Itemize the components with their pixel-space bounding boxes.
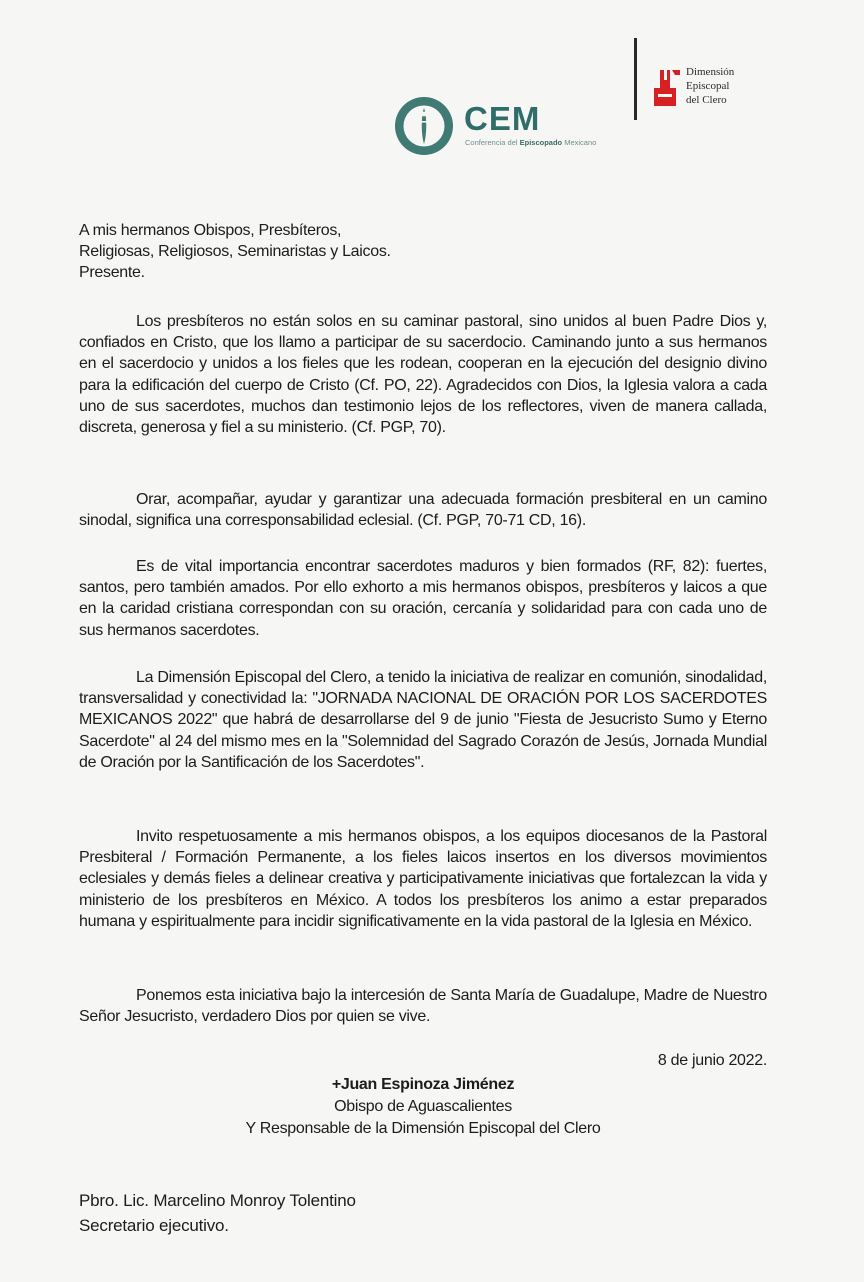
salutation-line: Presente. <box>79 264 145 282</box>
secretary-block <box>79 1188 356 1238</box>
secretary-title: Secretario ejecutivo. <box>79 1216 229 1235</box>
body-paragraph: Es de vital importancia encontrar sacerdotes maduros y bien formados (RF, 82): fuertes, santos, pero también amados. Por ello exhorto a mis hermanos obispos, presbíteros y laicos a que en la caridad cristiana correspondan con su oración, cercanía y solidaridad para con cada uno de sus hermanos sacerdotes. <box>79 558 767 639</box>
salutation-line: A mis hermanos Obispos, Presbíteros, <box>79 222 342 239</box>
signature-block <box>0 1074 846 1140</box>
dimension-logo-line: Dimensión <box>686 66 735 78</box>
body-paragraph: Los presbíteros no están solos en su caminar pastoral, sino unidos al buen Padre Dios y, confiados en Cristo, que los llamo a participar de su sacerdocio. Caminando junto a sus hermanos en el sacerdocio y unidos a los fieles que les rodean, cooperan en la ejecución del designio divino para la edificación del cuerpo de Cristo (Cf. PO, 22). Agradecidos con Dios, la Iglesia valora a cada uno de sus sacerdotes, muchos dan testimonio lejos de los reflectores, viven de manera callada, discreta, generosa y fiel a su ministerio. (Cf. PGP, 70). <box>79 313 767 437</box>
dimension-logo-text <box>686 65 734 107</box>
secretary-name: Pbro. Lic. Marcelino Monroy Tolentino <box>79 1191 356 1210</box>
logo-divider <box>634 38 637 120</box>
cem-emblem-icon <box>392 94 456 158</box>
signer-title: Obispo de Aguascalientes <box>334 1098 512 1115</box>
body-paragraph: La Dimensión Episcopal del Clero, a tenido la iniciativa de realizar en comunión, sinodalidad, transversalidad y conectividad la: "JORNADA NACIONAL DE ORACIÓN POR LOS SACERDOTES MEXICANOS 2022" que habrá de desarrollarse del 9 de junio "Fiesta de Jesucristo Sumo y Eterno Sacerdote" al 24 del mismo mes en la "Solemnidad del Sagrado Corazón de Jesús, Jornada Mundial de Oración por la Santificación de los Sacerdotes". <box>79 669 767 771</box>
dimension-mark-icon <box>650 66 686 112</box>
signer-name: +Juan Espinoza Jiménez <box>331 1076 515 1093</box>
signer-role: Y Responsable de la Dimensión Episcopal del Clero <box>245 1120 601 1137</box>
salutation-line: Religiosas, Religiosos, Seminaristas y Laicos. <box>79 243 391 261</box>
dimension-logo-line: del Clero <box>686 94 727 106</box>
body-paragraph: Orar, acompañar, ayudar y garantizar una adecuada formación presbiteral en un camino sinodal, significa una corresponsabilidad eclesial. (Cf. PGP, 70-71 CD, 16). <box>79 491 767 530</box>
letter-date: 8 de junio 2022. <box>657 1052 767 1069</box>
cem-logo <box>392 94 632 158</box>
dimension-logo-line: Episcopal <box>686 80 730 92</box>
cem-subtitle: Conferencia del Episcopado Mexicano <box>465 138 597 147</box>
body-paragraph: Invito respetuosamente a mis hermanos obispos, a los equipos diocesanos de la Pastoral Presbiteral / Formación Permanente, a los fieles laicos insertos en los diversos movimientos eclesiales y demás fieles a delinear creativa y participativamente iniciativas que fortalezcan la vida y ministerio de los presbíteros en México. A todos los presbíteros los animo a estar preparados humana y espiritualmente para incidir significativamente en la vida pastoral de la Iglesia en México. <box>79 828 767 930</box>
salutation <box>79 220 767 284</box>
body-paragraph: Ponemos esta iniciativa bajo la intercesión de Santa María de Guadalupe, Madre de Nuestro Señor Jesucristo, verdadero Dios por quien se vive. <box>79 987 767 1026</box>
cem-acronym: CEM <box>464 100 541 137</box>
dimension-clero-logo <box>650 62 735 116</box>
